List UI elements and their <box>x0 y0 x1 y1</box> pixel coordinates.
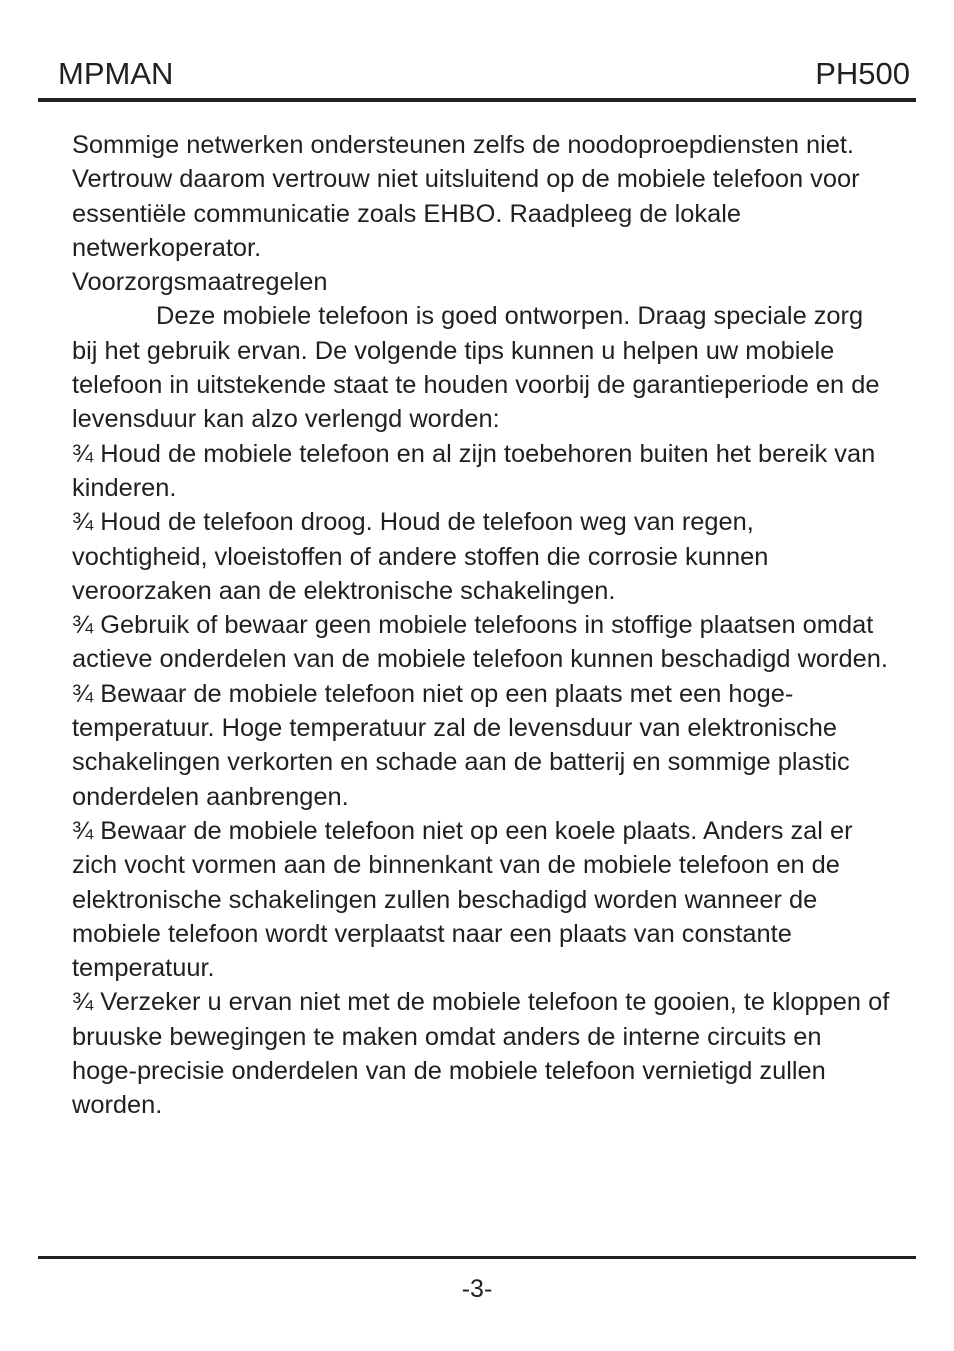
tip-item: ¾ Bewaar de mobiele telefoon niet op een plaats met een hoge-temperatuur. Hoge temperatuur zal de levensduur van elektronische schakelingen verkorten en schade aan de batterij en sommige plastic onderdelen aanbrengen. <box>72 679 850 811</box>
tip-item: ¾ Gebruik of bewaar geen mobiele telefoons in stoffige plaatsen omdat actieve onderdelen van de mobiele telefoon kunnen beschadigd worden. <box>72 611 888 674</box>
tip-item: ¾ Verzeker u ervan niet met de mobiele telefoon te gooien, te kloppen of bruuske bewegingen te maken omdat anders de interne circuits en hoge-precisie onderdelen van de mobiele telefoon vernietigd zullen worden. <box>72 988 890 1120</box>
section-title: Voorzorgsmaatregelen <box>72 268 328 297</box>
model-name: PH500 <box>815 56 910 91</box>
document-body <box>72 128 892 1123</box>
page-header <box>40 54 916 100</box>
tip-item: ¾ Houd de mobiele telefoon en al zijn toebehoren buiten het bereik van kinderen. <box>72 439 876 502</box>
tip-item: ¾ Houd de telefoon droog. Houd de telefoon weg van regen, vochtigheid, vloeistoffen of andere stoffen die corrosie kunnen veroorzaken aan de elektronische schakelingen. <box>72 508 769 605</box>
intro-paragraph: Sommige netwerken ondersteunen zelfs de noodoproepdiensten niet. Vertrouw daarom vertrouw niet uitsluitend op de mobiele telefoon voor essentiële communicatie zoals EHBO. Raadpleeg de lokale netwerkoperator. <box>72 131 860 262</box>
header-divider <box>38 98 916 102</box>
section-intro-paragraph: Deze mobiele telefoon is goed ontworpen. Draag speciale zorg bij het gebruik ervan. De volgende tips kunnen u helpen uw mobiele telefoon in uitstekende staat te houden voorbij de garantieperiode en de levensduur kan alzo verlengd worden: <box>72 302 880 434</box>
page-number: -3- <box>461 1275 493 1303</box>
brand-name: MPMAN <box>58 56 174 91</box>
tip-item: ¾ Bewaar de mobiele telefoon niet op een koele plaats. Anders zal er zich vocht vormen aan de binnenkant van de mobiele telefoon en de elektronische schakelingen zullen beschadigd worden wanneer de mobiele telefoon wordt verplaatst naar een plaats van constante temperatuur. <box>72 816 853 983</box>
footer-divider <box>38 1256 916 1259</box>
